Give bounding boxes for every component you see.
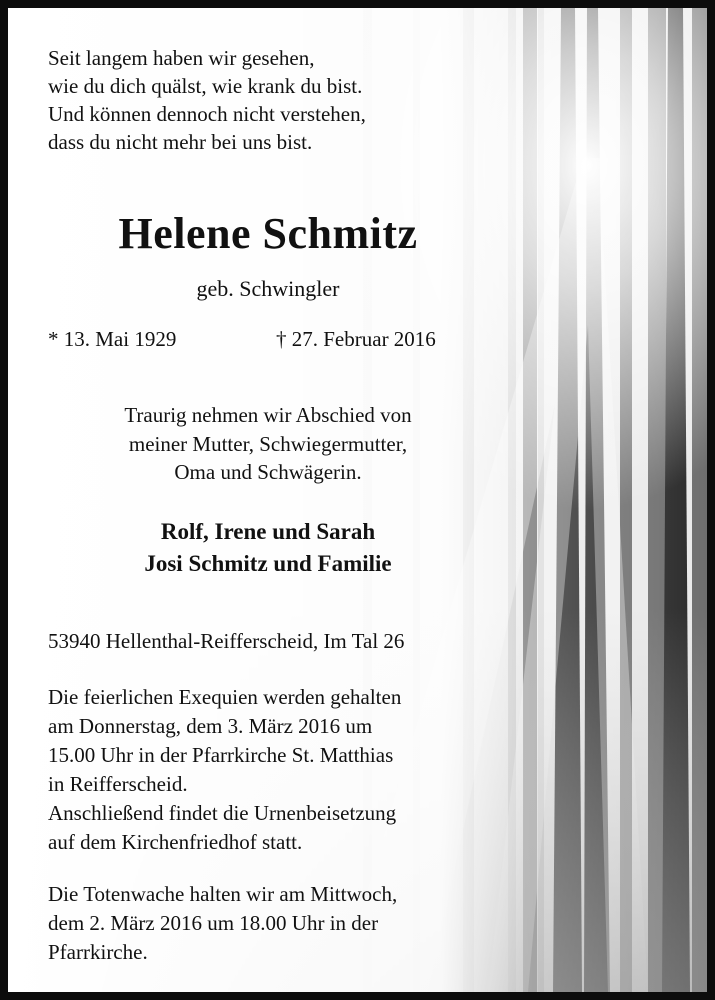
mourners-names: Rolf, Irene und Sarah Josi Schmitz und Familie <box>144 519 392 577</box>
vigil-line: dem 2. März 2016 um 18.00 Uhr in der <box>48 910 379 935</box>
service-line: 15.00 Uhr in der Pfarrkirche St. Matthias <box>48 742 394 767</box>
service-line: in Reifferscheid. <box>48 771 188 796</box>
service-line: Die feierlichen Exequien werden gehalten <box>48 685 402 709</box>
service-line: am Donnerstag, dem 3. März 2016 um <box>48 713 373 738</box>
funeral-service-info <box>48 683 484 857</box>
memorial-poem: Seit langem haben wir gesehen, wie du dich quälst, wie krank du bist. Und können dennoch nicht verstehen, dass du nicht mehr bei uns bist. <box>48 46 366 155</box>
death-date: † 27. Februar 2016 <box>276 327 436 351</box>
obituary-content <box>8 8 707 992</box>
vigil-line: Die Totenwache halten wir am Mittwoch, <box>48 882 398 906</box>
family-address: 53940 Hellenthal-Reifferscheid, Im Tal 26 <box>48 629 405 653</box>
farewell-message: Traurig nehmen wir Abschied von meiner Mutter, Schwiegermutter, Oma und Schwägerin. <box>124 403 412 485</box>
wake-info <box>48 880 484 967</box>
service-line: auf dem Kirchenfriedhof statt. <box>48 829 303 854</box>
vigil-line: Pfarrkirche. <box>48 939 148 964</box>
deceased-name: Helene Schmitz <box>118 209 418 258</box>
service-line: Anschließend findet die Urnenbeisetzung <box>48 800 397 825</box>
birth-date: * 13. Mai 1929 <box>48 327 177 351</box>
birth-name: geb. Schwingler <box>196 276 340 301</box>
